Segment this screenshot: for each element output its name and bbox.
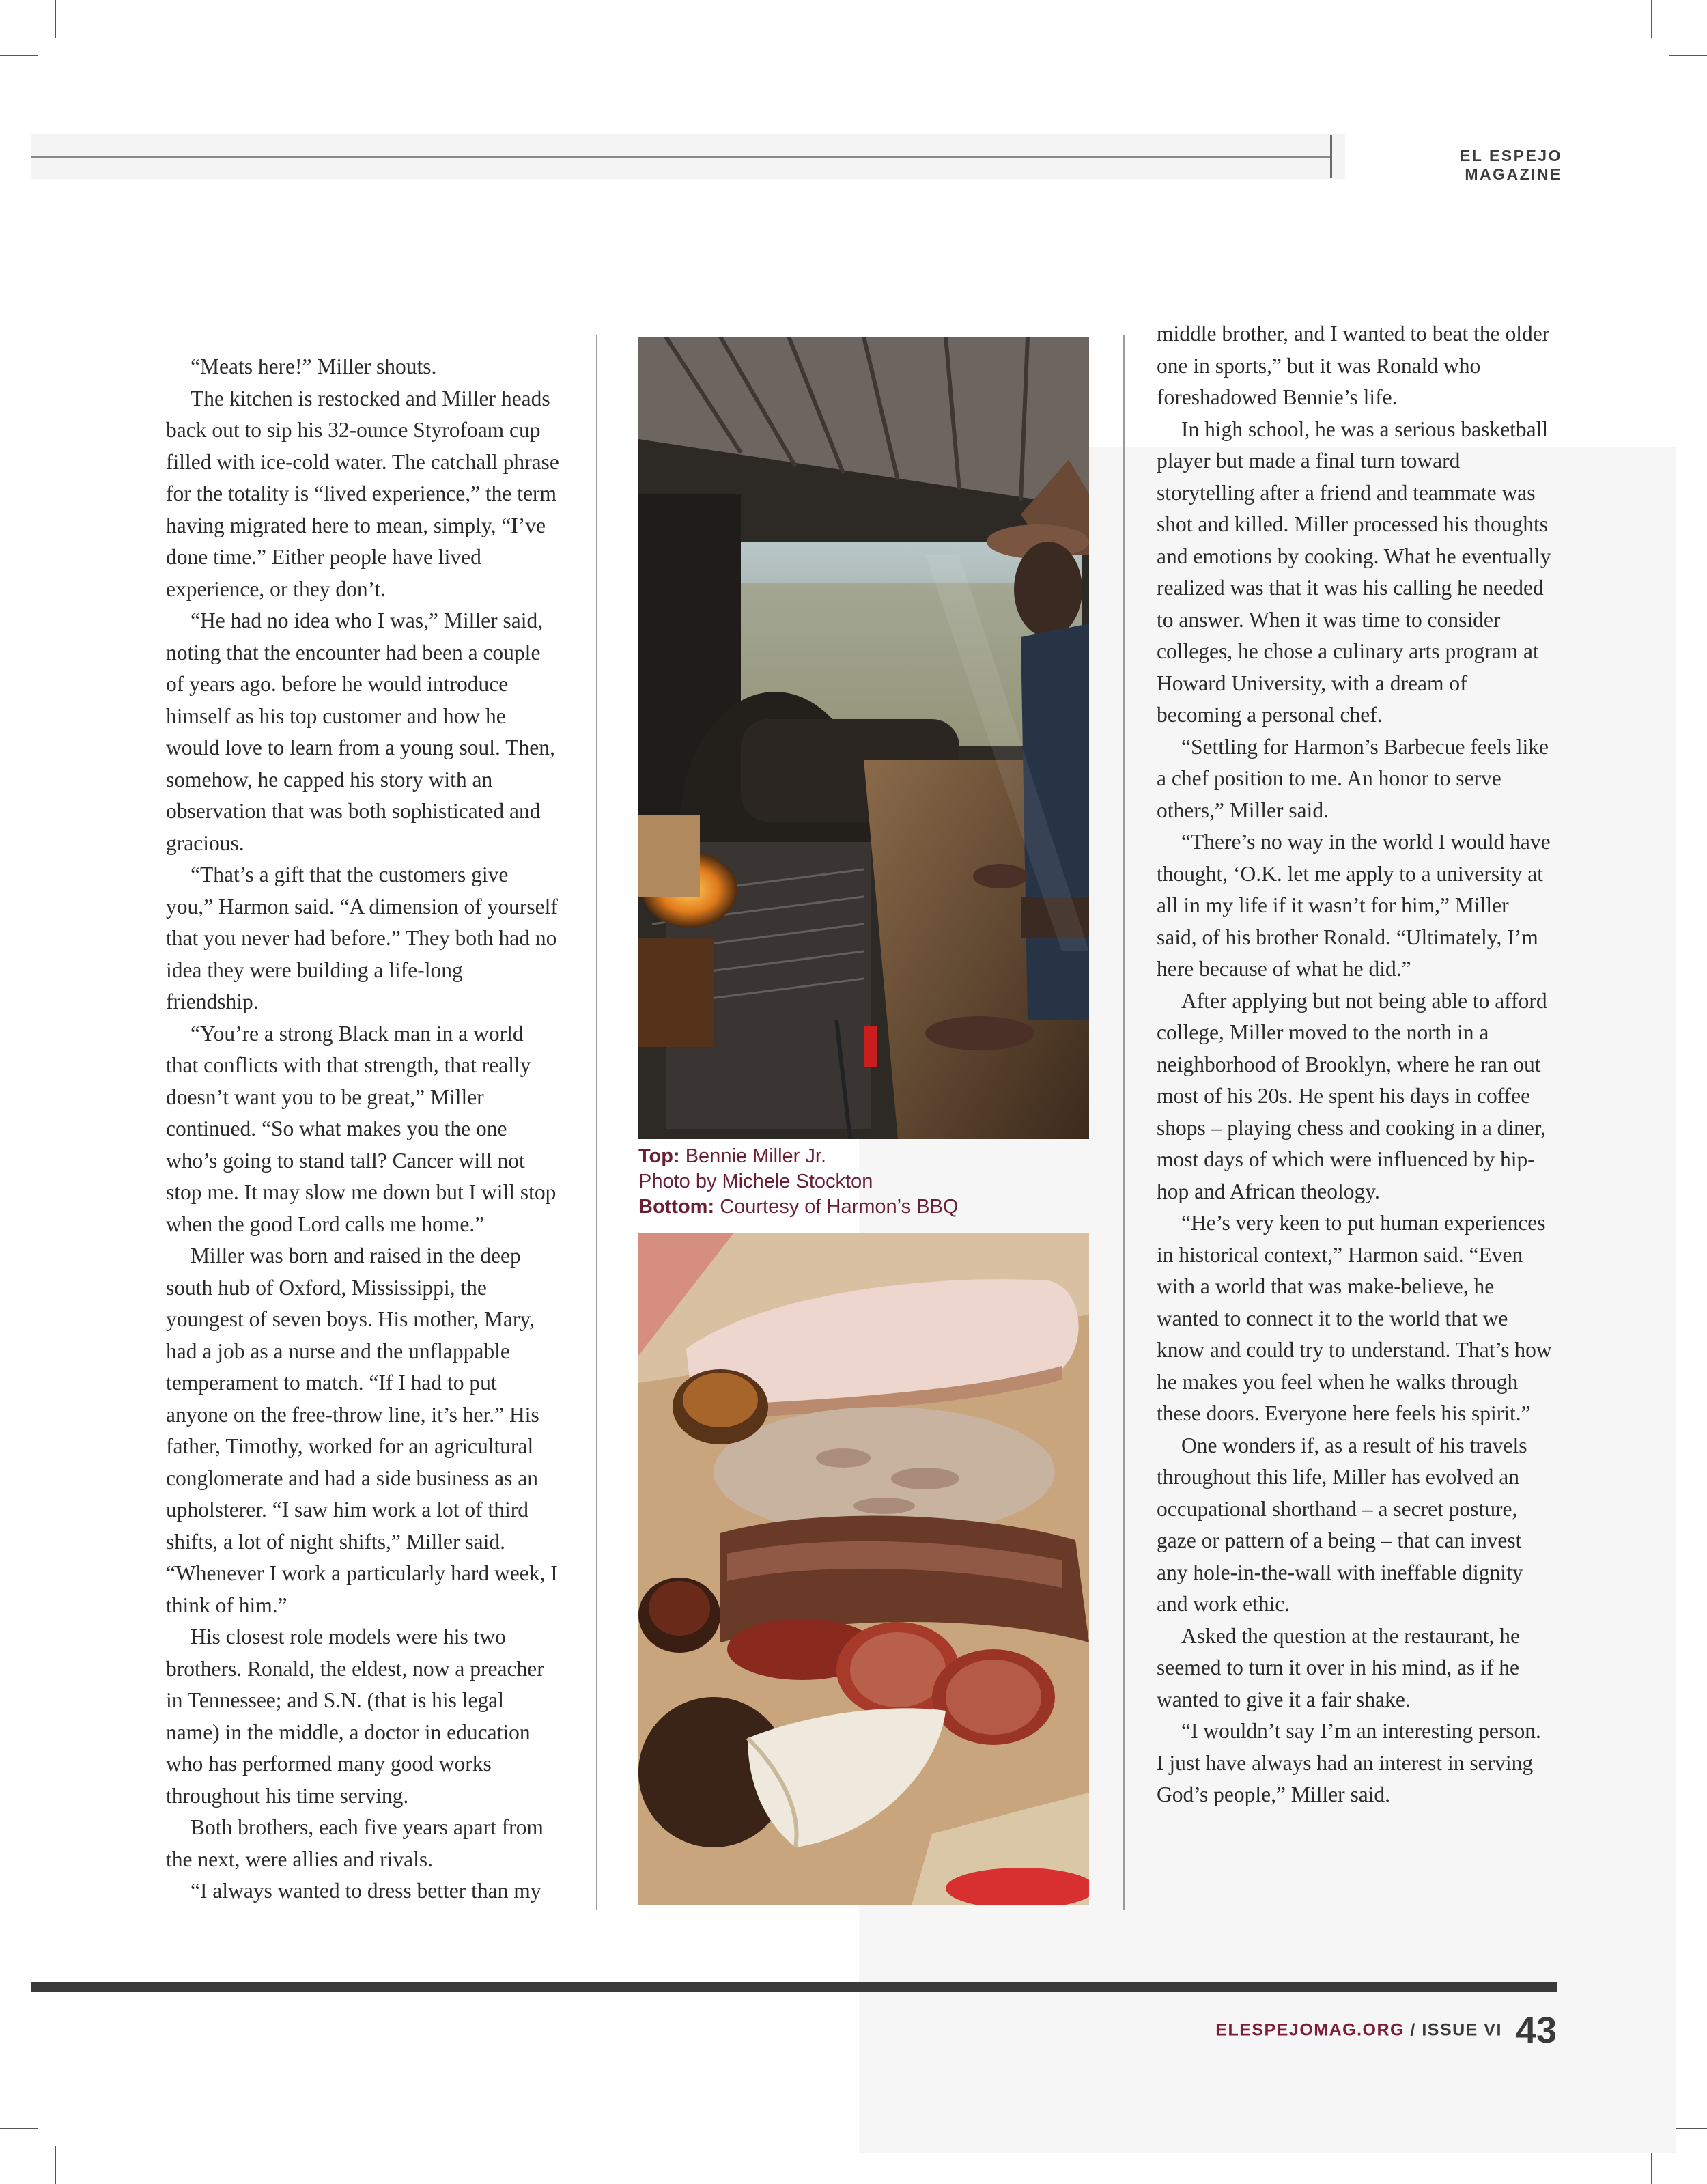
page-footer bbox=[1161, 2009, 1557, 2052]
paragraph: Both brothers, each five years apart from the next, were allies and rivals. bbox=[166, 1815, 544, 1871]
paragraph: “You’re a strong Black man in a world that conflicts with that strength, that really doesn’t want you to be great,” Miller continued. “So what makes you the one who’s going to stand tall? Cancer will not stop me. It may slow me down but I will stop when the good Lord calls me home.” bbox=[166, 1021, 556, 1236]
page-number: 43 bbox=[1515, 2010, 1557, 2051]
column-rule bbox=[596, 335, 597, 1910]
paragraph: Miller was born and raised in the deep south hub of Oxford, Mississippi, the youngest of seven boys. His mother, Mary, had a job as a nurse and the unflappable temperament to match. “If I had to put anyone on the free-throw line, it’s her.” His father, Timothy, worked for an agricultural conglomerate and had a side business as an upholsterer. “I saw him work a lot of third shifts, a lot of night shifts,” Miller said. “Whenever I work a particularly hard week, I think of him.” bbox=[166, 1244, 558, 1617]
paragraph: “I wouldn’t say I’m an interesting person. I just have always had an interest in serving God’s people,” Miller said. bbox=[1157, 1719, 1541, 1806]
photo-caption bbox=[638, 1144, 1075, 1220]
crop-mark bbox=[1669, 55, 1707, 56]
paragraph: middle brother, and I wanted to beat the older one in sports,” but it was Ronald who foreshadowed Bennie’s life. bbox=[1157, 322, 1550, 409]
paragraph: His closest role models were his two brothers. Ronald, the eldest, now a preacher in Tennessee; and S.N. (that is his legal name) in the middle, a doctor in education who has performed many good works throughout his time serving. bbox=[166, 1625, 544, 1808]
column-rule bbox=[1123, 335, 1125, 1910]
paragraph: In high school, he was a serious basketball player but made a final turn toward storytelling after a friend and teammate was shot and killed. Miller processed his thoughts and emotions by cooking. What he eventually realized was that it was his calling he needed to answer. When it was time to consider colleges, he chose a culinary arts program at Howard University, with a dream of becoming a personal chef. bbox=[1157, 417, 1551, 727]
paragraph: “That’s a gift that the customers give you,” Harmon said. “A dimension of yourself that you never had before.” They both had no idea they were building a life-long friendship. bbox=[166, 863, 558, 1013]
crop-mark bbox=[55, 0, 56, 38]
crop-mark bbox=[0, 2128, 38, 2129]
caption-text: Bennie Miller Jr. bbox=[679, 1145, 827, 1167]
footer-issue: / ISSUE VI bbox=[1404, 2020, 1502, 2040]
crop-mark bbox=[55, 2146, 56, 2184]
caption-label: Top: bbox=[638, 1145, 680, 1167]
crop-mark bbox=[0, 55, 38, 56]
header-separator bbox=[1330, 135, 1332, 178]
caption-label: Bottom: bbox=[638, 1196, 715, 1218]
right-text-column bbox=[1157, 318, 1553, 1811]
footer-site-link[interactable]: ELESPEJOMAG.ORG bbox=[1215, 2020, 1405, 2040]
bbq-platter-image bbox=[638, 1233, 1089, 1905]
top-photo bbox=[638, 337, 1089, 1139]
bottom-photo bbox=[638, 1233, 1089, 1905]
paragraph: The kitchen is restocked and Miller heads back out to sip his 32-ounce Styrofoam cup filled with ice-cold water. The catchall phrase for the totality is “lived experience,” the term having migrated here to mean, simply, “I’ve done time.” Either people have lived experience, or they don’t. bbox=[166, 386, 559, 601]
paragraph: Asked the question at the restaurant, he seemed to turn it over in his mind, as if he wanted to give it a fair shake. bbox=[1157, 1623, 1520, 1711]
crop-mark bbox=[1651, 0, 1652, 38]
paragraph: “He’s very keen to put human experiences in historical context,” Harmon said. “Even with a world that was make-believe, he wanted to connect it to the world that we know and could try to understand. That’s how he makes you feel when he walks through these doors. Everyone here feels his spirit.” bbox=[1157, 1211, 1552, 1425]
paragraph: “Settling for Harmon’s Barbecue feels like a chef position to me. An honor to serve others,” Miller said. bbox=[1157, 734, 1549, 822]
paragraph: “He had no idea who I was,” Miller said, noting that the encounter had been a couple of years ago. before he would introduce himself as his top customer and how he would love to learn from a young soul. Then, somehow, he capped his story with an observation that was both sophisticated and gracious. bbox=[166, 608, 555, 855]
paragraph: After applying but not being able to afford college, Miller moved to the north in a neighborhood of Brooklyn, where he ran out most of his 20s. He spent his days in coffee shops – playing chess and cooking in a diner, most days of which were influenced by hip-hop and African theology. bbox=[1157, 988, 1547, 1203]
pitmaster-smoker-image bbox=[638, 337, 1089, 1139]
footer-rule bbox=[31, 1982, 1557, 1992]
header-rule bbox=[31, 156, 1331, 158]
paragraph: “Meats here!” Miller shouts. bbox=[191, 354, 437, 378]
paragraph: One wonders if, as a result of his travels throughout this life, Miller has evolved an occupational shorthand – a secret posture, gaze or pattern of a being – that can invest any hole-in-the-wall with ineffable dignity and work ethic. bbox=[1157, 1433, 1527, 1616]
left-text-column bbox=[166, 351, 560, 1907]
photo-credit: Photo by Michele Stockton bbox=[638, 1171, 873, 1192]
paragraph: “I always wanted to dress better than my bbox=[191, 1879, 541, 1903]
paragraph: “There’s no way in the world I would have thought, ‘O.K. let me apply to a university at all in my life if it wasn’t for him,” Miller said, of his brother Ronald. “Ultimately, I’m here because of what he did.” bbox=[1157, 830, 1551, 981]
caption-text: Courtesy of Harmon’s BBQ bbox=[714, 1196, 959, 1218]
magazine-name: EL ESPEJO MAGAZINE bbox=[1460, 147, 1562, 183]
